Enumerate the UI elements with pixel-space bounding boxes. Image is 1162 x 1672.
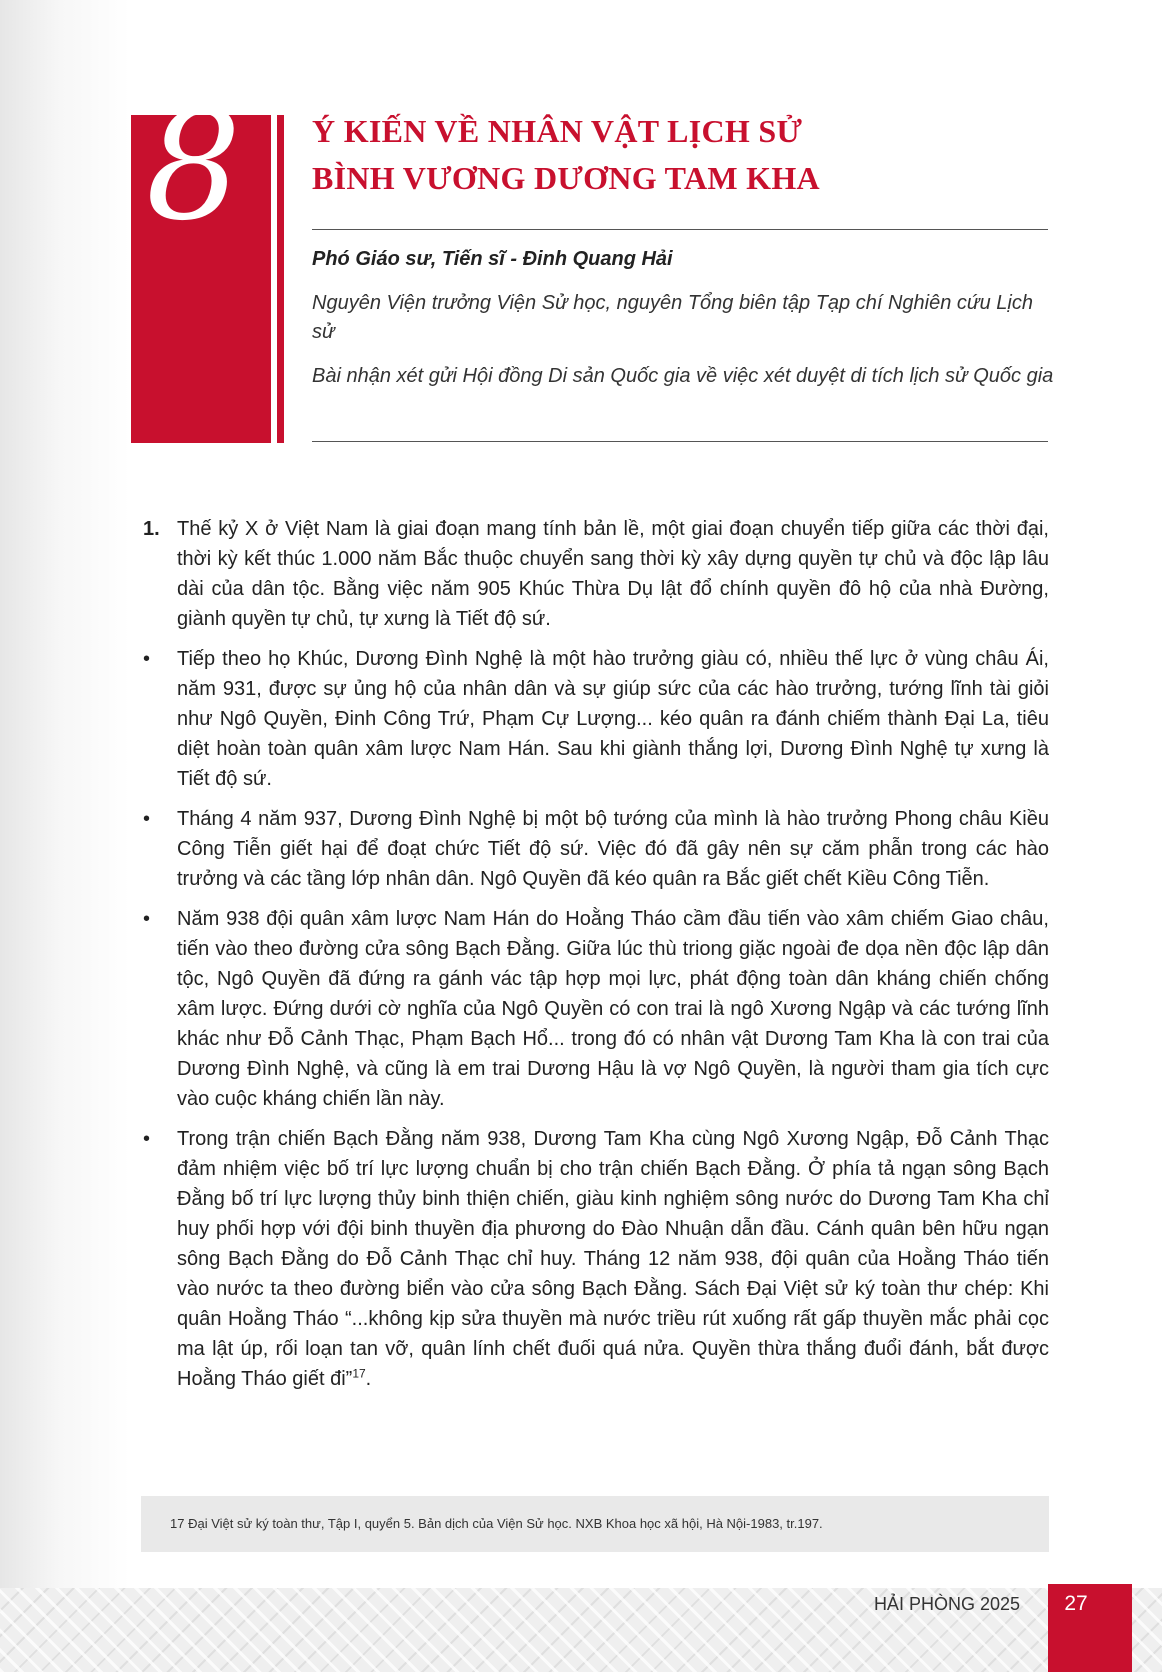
article-body xyxy=(143,514,1049,1404)
header-rule-bottom xyxy=(312,441,1048,442)
bullet-icon: • xyxy=(143,648,151,670)
chapter-title-line-2: BÌNH VƯƠNG DƯƠNG TAM KHA xyxy=(312,160,820,196)
footnote-text: 17 Đại Việt sử ký toàn thư, Tập I, quyển 5. Bản dịch của Viện Sử học. NXB Khoa học xã hội, Hà Nội-1983, tr.197. xyxy=(170,1516,823,1531)
paragraph-text: Tháng 4 năm 937, Dương Đình Nghệ bị một bộ tướng của mình là hào trưởng Phong châu Kiều Công Tiễn giết hại để đoạt chức Tiết độ sứ. Việc đó đã gây nên sự căm phẫn trong các hào trưởng và các tầng lớp nhân dân. Ngô Quyền đã kéo quân ra Bắc giết chết Kiều Công Tiễn. xyxy=(177,808,1049,890)
body-paragraph-5 xyxy=(143,1124,1049,1394)
chapter-stripe xyxy=(277,115,284,443)
body-paragraph-1 xyxy=(143,514,1049,634)
body-paragraph-3 xyxy=(143,804,1049,894)
chapter-title-line-1: Ý KIẾN VỀ NHÂN VẬT LỊCH SỬ xyxy=(312,113,803,149)
chapter-number: 8 xyxy=(145,80,242,254)
paragraph-tail: . xyxy=(365,1368,372,1390)
bullet-icon: • xyxy=(143,808,151,830)
bullet-icon: • xyxy=(143,1128,151,1150)
body-paragraph-2 xyxy=(143,644,1049,794)
author-note: Bài nhận xét gửi Hội đồng Di sản Quốc gia về việc xét duyệt di tích lịch sử Quốc gia xyxy=(312,365,1054,387)
paragraph-text: Năm 938 đội quân xâm lược Nam Hán do Hoằng Tháo cầm đầu tiến vào xâm chiếm Giao châu, tiến vào theo đường cửa sông Bạch Đằng. Giữa lúc thù triong giặc ngoài đe dọa nền độc lập dân tộc, Ngô Quyền đã đứng ra gánh vác tập hợp mọi lực, phát động toàn dân kháng chiến chống xâm lược. Đứng dưới cờ nghĩa của Ngô Quyền có con trai là ngô Xương Ngập và các tướng lĩnh khác như Đỗ Cảnh Thạc, Phạm Bạch Hổ... trong đó có nhân vật Dương Tam Kha là con trai của Dương Đình Nghệ, và cũng là em trai Dương Hậu là vợ Ngô Quyền, là người tham gia tích cực vào cuộc kháng chiến lần này. xyxy=(177,908,1049,1110)
paragraph-text: Thế kỷ X ở Việt Nam là giai đoạn mang tính bản lề, một giai đoạn chuyển tiếp giữa các thời đại, thời kỳ kết thúc 1.000 năm Bắc thuộc chuyển sang thời kỳ xây dựng quyền tự chủ và độc lập lâu dài của dân tộc. Bằng việc năm 905 Khúc Thừa Dụ lật đổ chính quyền đô hộ của nhà Đường, giành quyền tự chủ, tự xưng là Tiết độ sứ. xyxy=(177,518,1049,630)
body-paragraph-4 xyxy=(143,904,1049,1114)
paragraph-text: Tiếp theo họ Khúc, Dương Đình Nghệ là một hào trưởng giàu có, nhiều thế lực ở vùng châu Ái, năm 931, được sự ủng hộ của nhân dân và sự giúp sức của các hào trưởng, tướng lĩnh tài giỏi như Ngô Quyền, Đinh Công Trứ, Phạm Cự Lượng... kéo quân ra đánh chiếm thành Đại La, tiêu diệt hoàn toàn quân xâm lược Nam Hán. Sau khi giành thắng lợi, Dương Đình Nghệ tự xưng là Tiết độ sứ. xyxy=(177,648,1049,790)
page-number: 27 xyxy=(1064,1592,1088,1615)
footnote-reference[interactable]: 17 xyxy=(352,1366,366,1381)
author-name: Phó Giáo sư, Tiến sĩ - Đinh Quang Hải xyxy=(312,248,673,270)
chapter-title xyxy=(312,108,1052,202)
author-affiliation: Nguyên Viện trưởng Viện Sử học, nguyên Tổng biên tập Tạp chí Nghiên cứu Lịch sử xyxy=(312,292,1033,343)
running-head: HẢI PHÒNG 2025 xyxy=(873,1594,1020,1614)
list-number: 1. xyxy=(143,518,160,540)
bullet-icon: • xyxy=(143,908,151,930)
paragraph-text: Trong trận chiến Bạch Đằng năm 938, Dương Tam Kha cùng Ngô Xương Ngập, Đỗ Cảnh Thạc đảm nhiệm việc bố trí lực lượng chuẩn bị cho trận chiến Bạch Đằng. Ở phía tả ngạn sông Bạch Đằng bố trí lực lượng thủy binh thiện chiến, giàu kinh nghiệm sông nước do Dương Tam Kha chỉ huy phối hợp với đội binh thuyền địa phương do Đào Nhuận dẫn đầu. Cánh quân bên hữu ngạn sông Bạch Đằng do Đỗ Cảnh Thạc chỉ huy. Tháng 12 năm 938, đội quân của Hoằng Tháo tiến vào nước ta theo đường biển vào cửa sông Bạch Đằng. Sách Đại Việt sử ký toàn thư chép: Khi quân Hoằng Tháo “...không kịp sửa thuyền mà nước triều rút xuống rất gấp thuyền mắc phải cọc ma lật úp, rối loạn tan vỡ, quân lính chết đuối quá nửa. Quyền thừa thắng đuổi đánh, bắt được Hoằng Tháo giết đi” xyxy=(177,1128,1049,1390)
header-rule-top xyxy=(312,229,1048,230)
